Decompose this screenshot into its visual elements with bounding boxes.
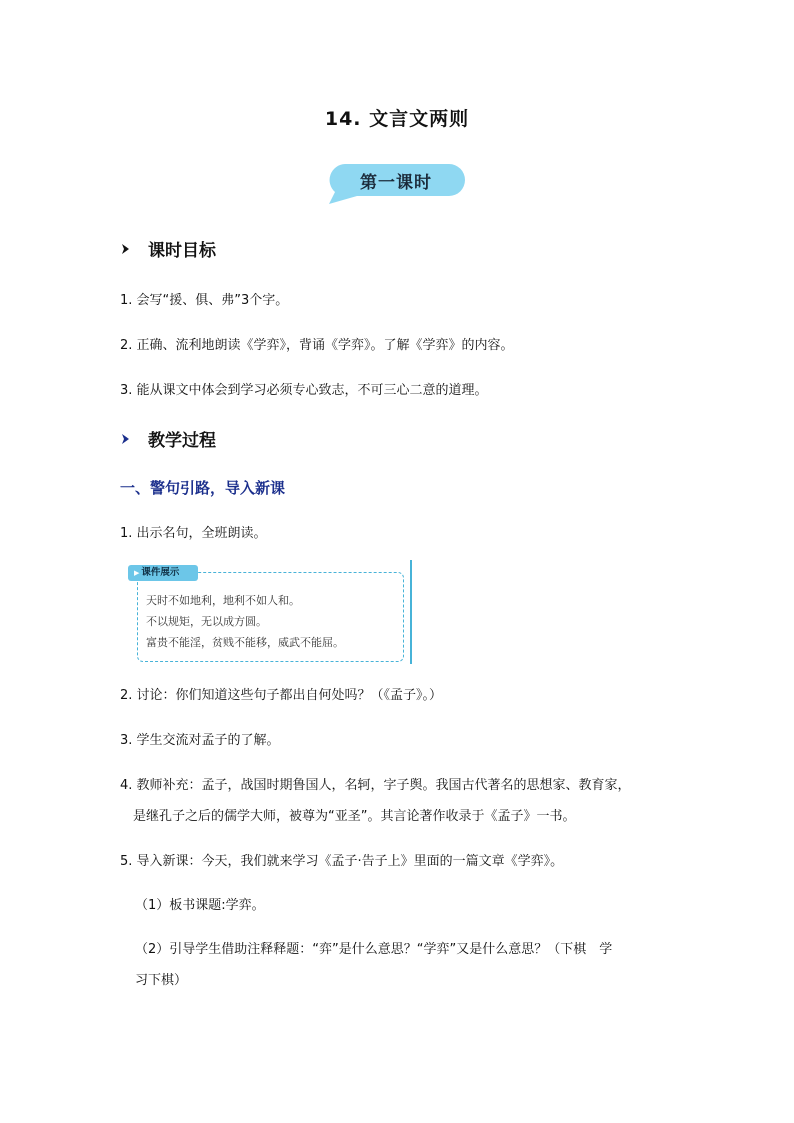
process-heading — [120, 426, 216, 451]
slide-tag-label: 课件展示 — [141, 567, 180, 578]
slide-tag — [128, 565, 198, 581]
objective-item: 3. 能从课文中体会到学习必须专心致志，不可三心二意的道理。 — [120, 383, 488, 398]
step-5-sub-2-continued: 习下棋） — [135, 973, 188, 988]
step-4: 4. 教师补充：孟子，战国时期鲁国人，名轲，字子舆。我国古代著名的思想家、教育家， — [120, 778, 631, 793]
objective-item: 2. 正确、流利地朗读《学弈》，背诵《学弈》。了解《学弈》的内容。 — [120, 338, 514, 353]
part-one-heading: 一、警句引路，导入新课 — [120, 479, 286, 497]
slide-side-bar — [410, 560, 412, 664]
step-5-sub-2: （2）引导学生借助注释释题：“弈”是什么意思？“学弈”又是什么意思？（下棋 学 — [135, 942, 613, 957]
lesson-badge — [327, 162, 465, 204]
process-heading-label: 教学过程 — [148, 431, 216, 451]
objectives-heading — [120, 236, 216, 261]
chevron-right-icon — [120, 433, 132, 445]
chevron-right-icon — [120, 243, 132, 255]
slide-line: 不以规矩，无以成方圆。 — [146, 615, 267, 628]
step-4-continued: 是继孔子之后的儒学大师，被尊为“亚圣”。其言论著作收录于《孟子》一书。 — [133, 809, 576, 824]
page-title: 14. 文言文两则 — [324, 108, 470, 130]
step-3: 3. 学生交流对孟子的了解。 — [120, 733, 280, 748]
step-1: 1. 出示名句，全班朗读。 — [120, 526, 267, 541]
step-2: 2. 讨论：你们知道这些句子都出自何处吗？（《孟子》。） — [120, 688, 443, 703]
slide-line: 天时不如地利，地利不如人和。 — [146, 594, 300, 607]
slide-line: 富贵不能淫，贫贱不能移，威武不能屈。 — [146, 636, 344, 649]
objective-item: 1. 会写“援、俱、弗”3个字。 — [120, 293, 289, 308]
lesson-badge-label: 第一课时 — [360, 173, 432, 193]
step-5: 5. 导入新课：今天，我们就来学习《孟子·告子上》里面的一篇文章《学弈》。 — [120, 854, 564, 869]
objectives-heading-label: 课时目标 — [148, 241, 216, 261]
courseware-slide — [130, 562, 413, 662]
step-5-sub-1: （1）板书课题:学弈。 — [135, 898, 265, 913]
play-icon: ▶ — [134, 569, 140, 577]
